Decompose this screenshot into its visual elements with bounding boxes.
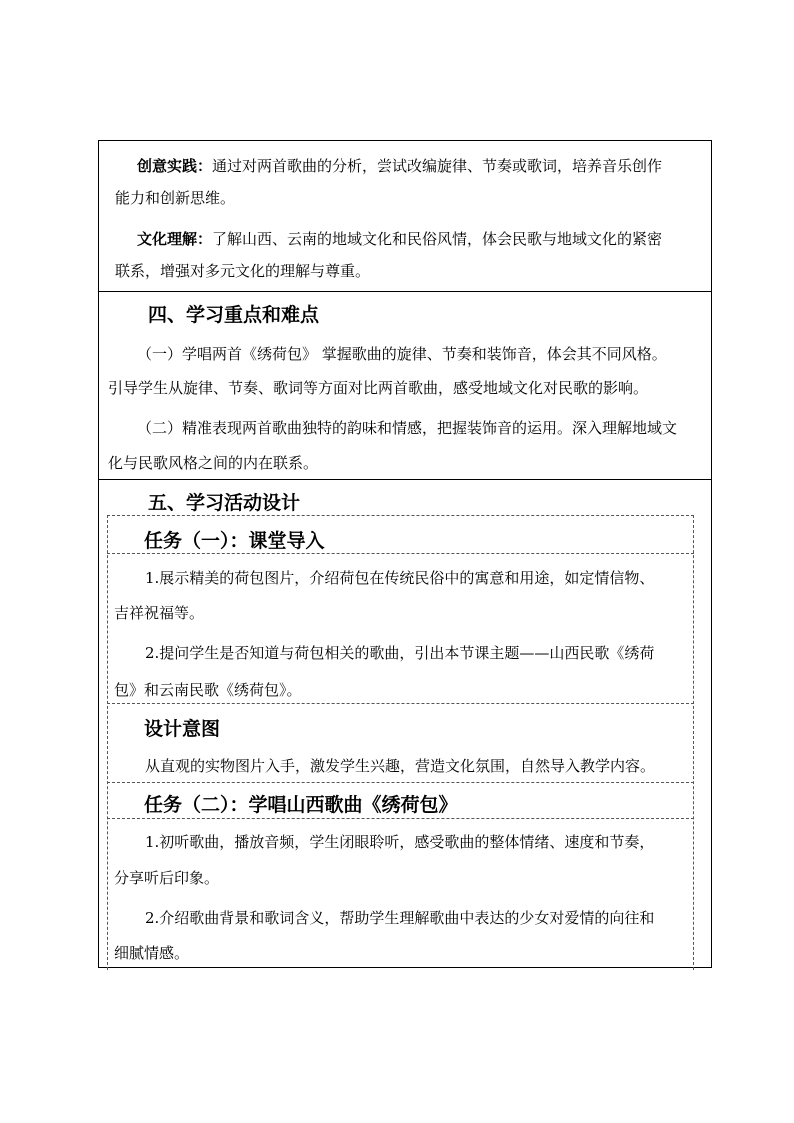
cultural-understanding-line2: 联系，增强对多元文化的理解与尊重。: [115, 262, 371, 280]
creative-practice-line2: 能力和创新思维。: [115, 189, 236, 207]
task2-title: 任务（二）：学唱山西歌曲《绣荷包》: [144, 794, 458, 816]
key-point-1-line2: 引导学生从旋律、节奏、歌词等方面对比两首歌曲，感受地域文化对民歌的影响。: [108, 379, 649, 397]
task2-item2-line1: 2.介绍歌曲背景和歌词含义，帮助学生理解歌曲中表达的少女对爱情的向往和: [145, 909, 655, 927]
task1-item2-line2: 包》和云南民歌《绣荷包》。: [114, 681, 302, 699]
row-divider: [98, 479, 712, 480]
design-intent-text: 从直观的实物图片入手，激发学生兴趣，营造文化氛围，自然导入教学内容。: [145, 757, 656, 775]
cultural-understanding-line1: 文化理解：了解山西、云南的地域文化和民俗风情，体会民歌与地域文化的紧密: [137, 230, 663, 248]
task2-item1-line1: 1.初听歌曲，播放音频，学生闭眼聆听，感受歌曲的整体情绪、速度和节奏，: [145, 833, 655, 851]
task1-item1-line2: 吉祥祝福等。: [114, 604, 205, 622]
task1-item1-line1: 1.展示精美的荷包图片，介绍荷包在传统民俗中的寓意和用途，如定情信物、: [145, 569, 655, 587]
task2-item2-line2: 细腻情感。: [114, 944, 190, 962]
creative-practice-label: 创意实践：: [137, 157, 213, 175]
dashed-divider: [107, 703, 694, 704]
creative-practice-line1: 创意实践：通过对两首歌曲的分析，尝试改编旋律、节奏或歌词，培养音乐创作: [137, 157, 663, 175]
task1-item2-line1: 2.提问学生是否知道与荷包相关的歌曲，引出本节课主题——山西民歌《绣荷: [145, 644, 655, 662]
design-intent-title: 设计意图: [144, 718, 221, 740]
row-divider: [98, 291, 712, 292]
dashed-divider: [107, 782, 694, 783]
task1-title: 任务（一）：课堂导入: [144, 530, 325, 552]
cultural-understanding-label: 文化理解：: [137, 230, 213, 248]
key-point-2-line2: 化与民歌风格之间的内在联系。: [108, 454, 319, 472]
section4-heading: 四、学习重点和难点: [148, 304, 320, 326]
key-point-2-line1: （二）精准表现两首歌曲独特的韵味和情感，把握装饰音的运用。深入理解地域文: [137, 419, 678, 437]
task2-item1-line2: 分享听后印象。: [114, 869, 220, 887]
dashed-divider: [107, 818, 694, 819]
key-point-1-line1: （一）学唱两首《绣荷包》 掌握歌曲的旋律、节奏和装饰音，体会其不同风格。: [137, 345, 667, 363]
section5-heading: 五、学习活动设计: [148, 492, 301, 514]
dashed-divider: [107, 553, 694, 554]
